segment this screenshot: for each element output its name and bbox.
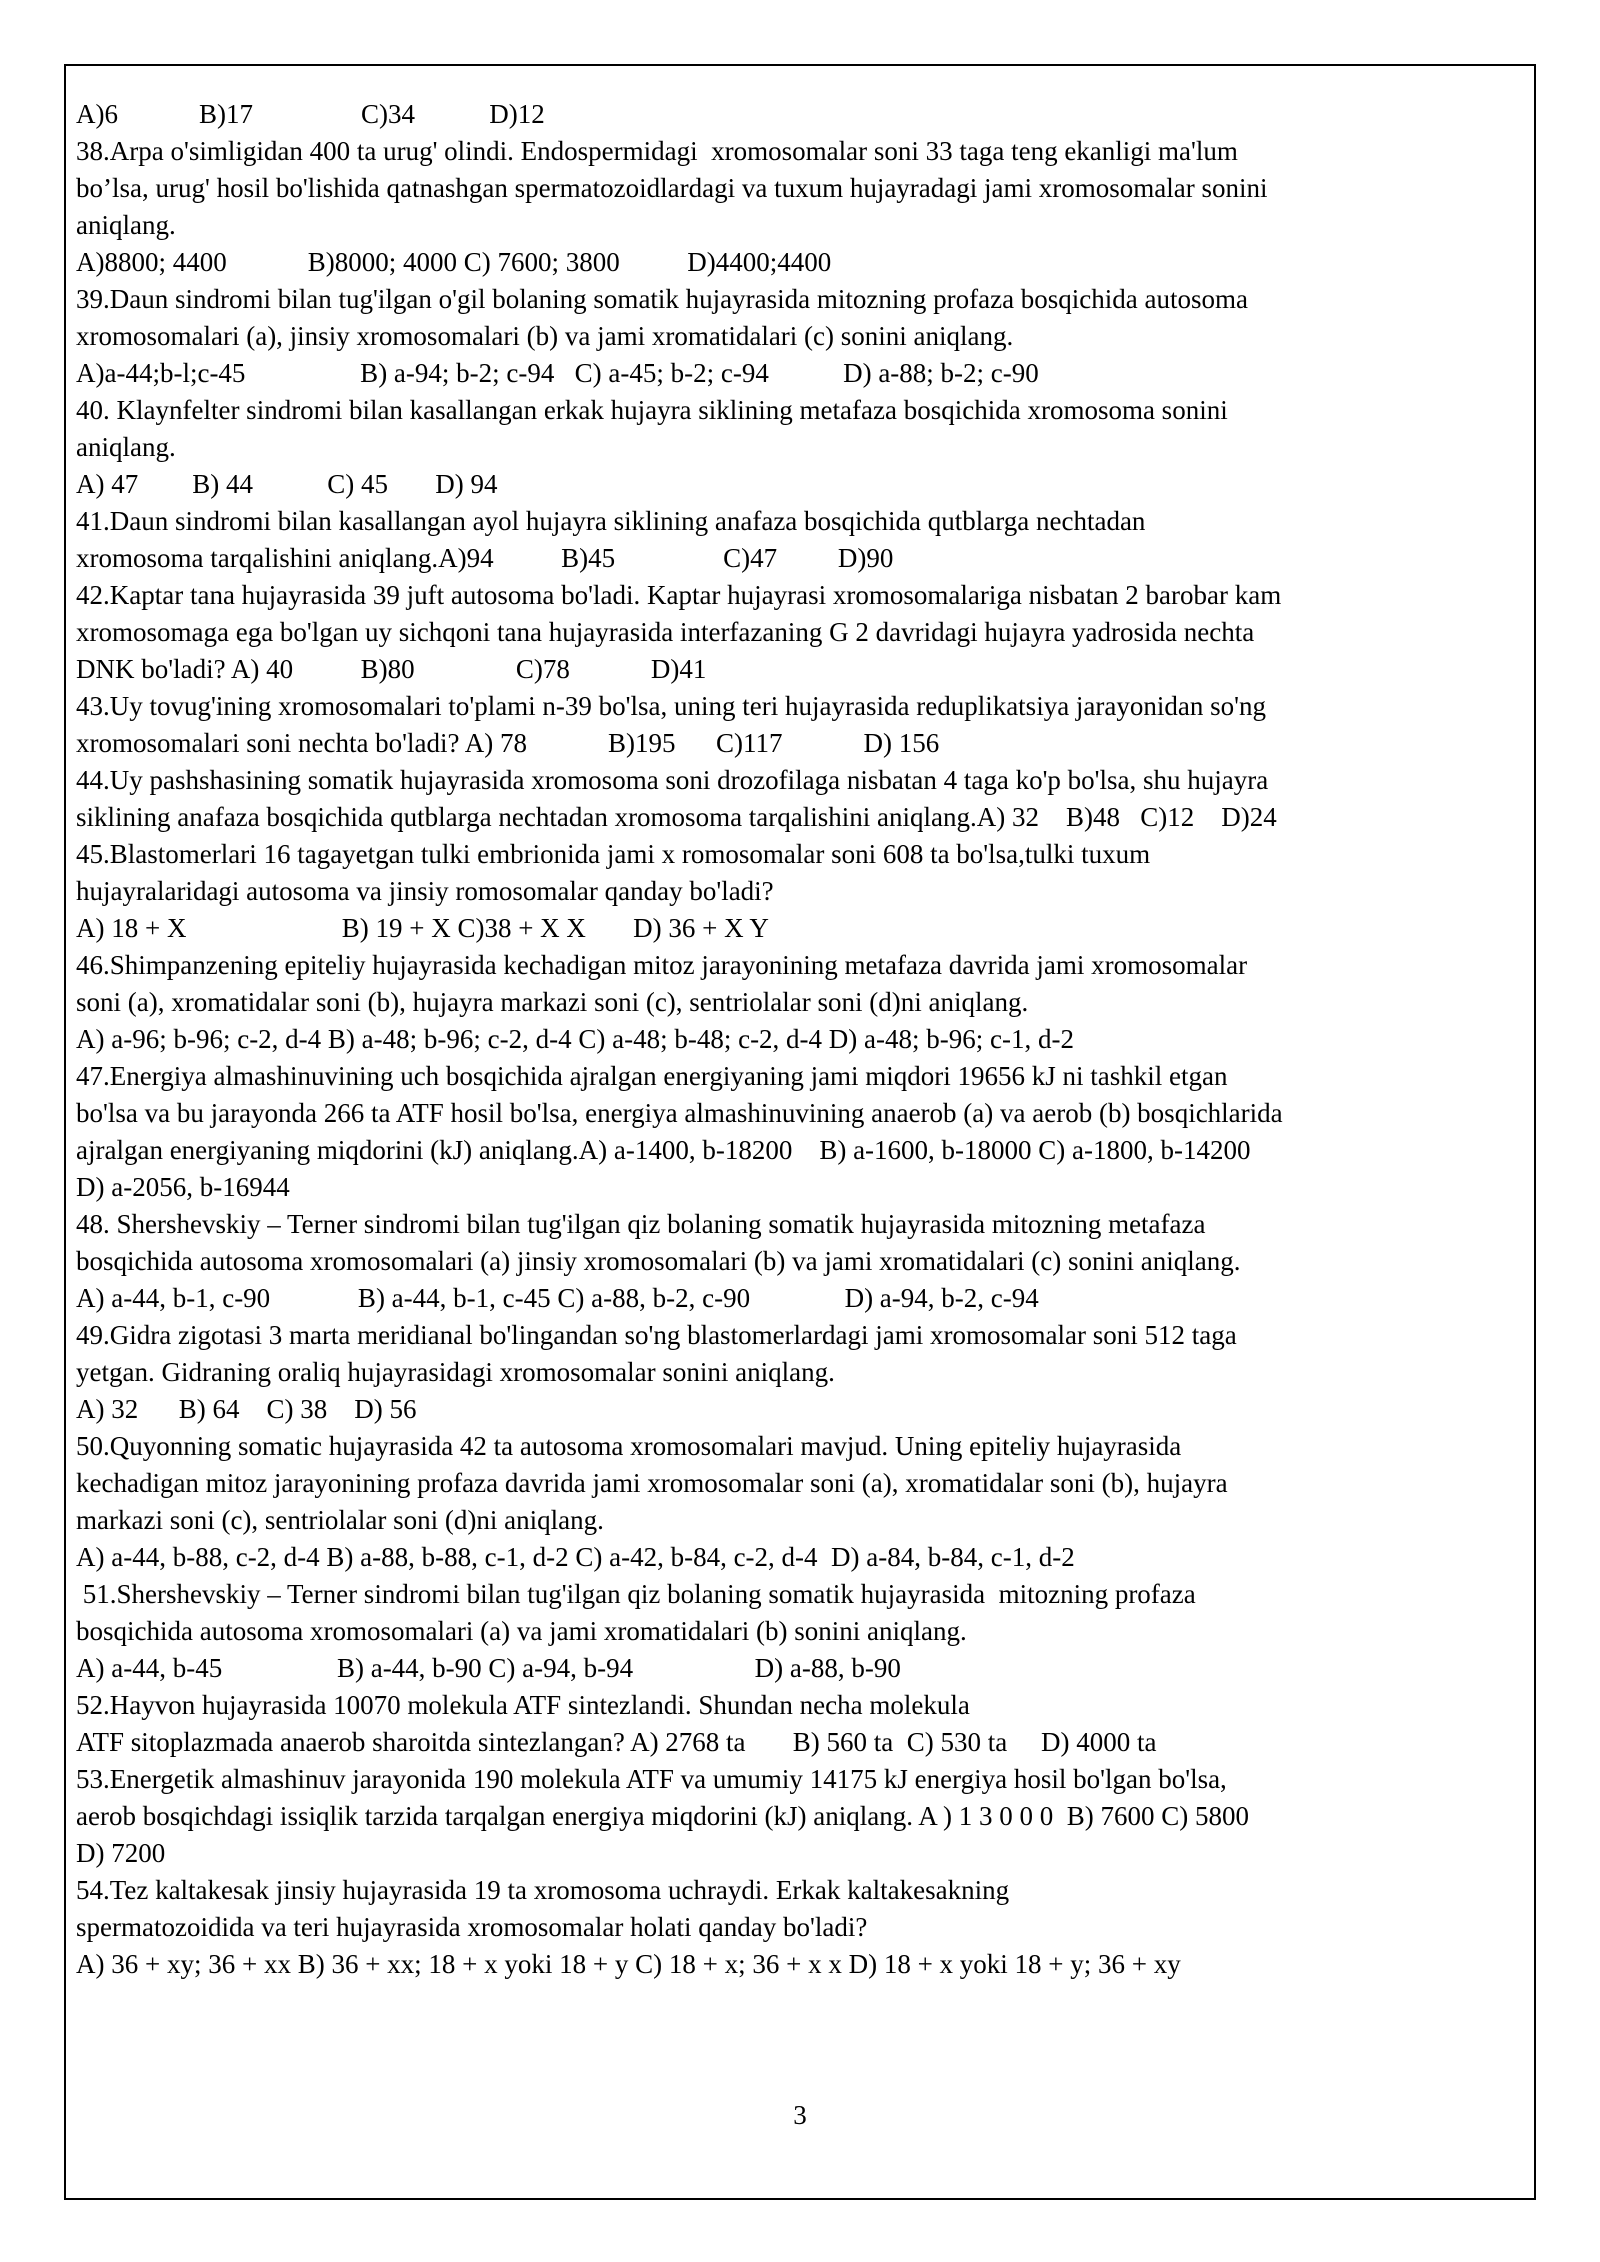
answer-options: A)a-44;b-l;c-45 B) a-94; b-2; c-94 C) a-45; b-2; c-94 D) a-88; b-2; c-90 — [76, 358, 1039, 388]
question-53: 53.Energetik almashinuv jarayonida 190 molekula ATF va umumiy 14175 kJ energiya hosil bo'lgan bo'lsa, — [76, 1764, 1227, 1794]
question-44: 44.Uy pashshasining somatik hujayrasida xromosoma soni drozofilaga nisbatan 4 taga ko'p bo'lsa, shu hujayra — [76, 765, 1269, 795]
question-41: 41.Daun sindromi bilan kasallangan ayol hujayra siklining anafaza bosqichida qutblarga nechtadan — [76, 506, 1146, 536]
answer-options: A) 36 + xy; 36 + xx B) 36 + xx; 18 + x yoki 18 + y C) 18 + x; 36 + x x D) 18 + x yoki 18 + y; 36 + xy — [76, 1949, 1181, 1979]
text-line: soni (a), xromatidalar soni (b), hujayra markazi soni (c), sentriolalar soni (d)ni aniqlang. — [76, 987, 1029, 1017]
text-line: markazi soni (c), sentriolalar soni (d)ni aniqlang. — [76, 1505, 604, 1535]
text-line: kechadigan mitoz jarayonining profaza davrida jami xromosomalar soni (a), xromatidalar soni (b), hujayra — [76, 1468, 1228, 1498]
text-line: xromosomalari soni nechta bo'ladi? A) 78 B)195 C)117 D) 156 — [76, 728, 940, 758]
question-43: 43.Uy tovug'ining xromosomalari to'plami n-39 bo'lsa, uning teri hujayrasida reduplikatsiya jarayonidan so'ng — [76, 691, 1266, 721]
answer-options: A) a-44, b-45 B) a-44, b-90 C) a-94, b-94 D) a-88, b-90 — [76, 1653, 901, 1683]
text-line: ajralgan energiyaning miqdorini (kJ) aniqlang.A) a-1400, b-18200 B) a-1600, b-18000 C) a-1800, b-14200 — [76, 1135, 1251, 1165]
text-line: DNK bo'ladi? A) 40 B)80 C)78 D)41 — [76, 654, 707, 684]
answer-options: A) a-44, b-1, c-90 B) a-44, b-1, c-45 C) a-88, b-2, c-90 D) a-94, b-2, c-94 — [76, 1283, 1039, 1313]
question-47: 47.Energiya almashinuvining uch bosqichida ajralgan energiyaning jami miqdori 19656 kJ ni tashkil etgan — [76, 1061, 1228, 1091]
text-line: yetgan. Gidraning oraliq hujayrasidagi xromosomalar sonini aniqlang. — [76, 1357, 835, 1387]
question-46: 46.Shimpanzening epiteliy hujayrasida kechadigan mitoz jarayonining metafaza davrida jami xromosomalar — [76, 950, 1248, 980]
text-line: bosqichida autosoma xromosomalari (a) va jami xromatidalari (b) sonini aniqlang. — [76, 1616, 967, 1646]
question-38: 38.Arpa o'simligidan 400 ta urug' olindi. Endospermidagi xromosomalar soni 33 taga teng ekanligi ma'lum — [76, 136, 1238, 166]
answer-options: A) 18 + X B) 19 + X C)38 + X X D) 36 + X Y — [76, 913, 769, 943]
text-line: aerob bosqichdagi issiqlik tarzida tarqalgan energiya miqdorini (kJ) aniqlang. A ) 1 3 0 0 0 B) 7600 C) 5800 — [76, 1801, 1250, 1831]
document-body — [76, 96, 1536, 1983]
text-line: aniqlang. — [76, 432, 176, 462]
answer-options: A) 47 B) 44 C) 45 D) 94 — [76, 469, 498, 499]
question-50: 50.Quyonning somatic hujayrasida 42 ta autosoma xromosomalari mavjud. Uning epiteliy hujayrasida — [76, 1431, 1182, 1461]
answer-options: A) a-96; b-96; c-2, d-4 B) a-48; b-96; c-2, d-4 C) a-48; b-48; c-2, d-4 D) a-48; b-96; c-1, d-2 — [76, 1024, 1074, 1054]
text-line: xromosomalari (a), jinsiy xromosomalari (b) va jami xromatidalari (c) sonini aniqlang. — [76, 321, 1014, 351]
text-line: D) 7200 — [76, 1838, 166, 1868]
answer-options: A) 32 B) 64 C) 38 D) 56 — [76, 1394, 417, 1424]
question-40: 40. Klaynfelter sindromi bilan kasallangan erkak hujayra siklining metafaza bosqichida xromosoma sonini — [76, 395, 1228, 425]
question-39: 39.Daun sindromi bilan tug'ilgan o'gil bolaning somatik hujayrasida mitozning profaza bosqichida autosoma — [76, 284, 1249, 314]
question-49: 49.Gidra zigotasi 3 marta meridianal bo'lingandan so'ng blastomerlardagi jami xromosomalar soni 512 taga — [76, 1320, 1237, 1350]
question-54: 54.Tez kaltakesak jinsiy hujayrasida 19 ta xromosoma uchraydi. Erkak kaltakesakning — [76, 1875, 1010, 1905]
question-51: 51.Shershevskiy – Terner sindromi bilan tug'ilgan qiz bolaning somatik hujayrasida mitozning profaza — [76, 1579, 1196, 1609]
text-line: D) a-2056, b-16944 — [76, 1172, 290, 1202]
page-number: 3 — [793, 2100, 807, 2130]
text-line: bo'lsa va bu jarayonda 266 ta ATF hosil bo'lsa, energiya almashinuvining anaerob (a) va aerob (b) bosqichlarida — [76, 1098, 1283, 1128]
text-line: aniqlang. — [76, 210, 176, 240]
text-line: xromosomaga ega bo'lgan uy sichqoni tana hujayrasida interfazaning G 2 davridagi hujayra yadrosida nechta — [76, 617, 1255, 647]
answer-options: A) a-44, b-88, c-2, d-4 B) a-88, b-88, c-1, d-2 C) a-42, b-84, c-2, d-4 D) a-84, b-84, c-1, d-2 — [76, 1542, 1075, 1572]
answer-options: A)8800; 4400 B)8000; 4000 C) 7600; 3800 D)4400;4400 — [76, 247, 832, 277]
text-line: spermatozoidida va teri hujayrasida xromosomalar holati qanday bo'ladi? — [76, 1912, 868, 1942]
question-52: 52.Hayvon hujayrasida 10070 molekula ATF sintezlandi. Shundan necha molekula — [76, 1690, 970, 1720]
question-48: 48. Shershevskiy – Terner sindromi bilan tug'ilgan qiz bolaning somatik hujayrasida mitozning metafaza — [76, 1209, 1206, 1239]
text-line: ATF sitoplazmada anaerob sharoitda sintezlangan? A) 2768 ta B) 560 ta C) 530 ta D) 4000 ta — [76, 1727, 1157, 1757]
text-line: siklining anafaza bosqichida qutblarga nechtadan xromosoma tarqalishini aniqlang.A) 32 B)48 C)12 D)24 — [76, 802, 1277, 832]
question-42: 42.Kaptar tana hujayrasida 39 juft autosoma bo'ladi. Kaptar hujayrasi xromosomalariga nisbatan 2 barobar kam — [76, 580, 1282, 610]
question-45: 45.Blastomerlari 16 tagayetgan tulki embrionida jami x romosomalar soni 608 ta bo'lsa,tulki tuxum — [76, 839, 1151, 869]
text-line: bosqichida autosoma xromosomalari (a) jinsiy xromosomalari (b) va jami xromatidalari (c) sonini aniqlang. — [76, 1246, 1241, 1276]
text-line: hujayralaridagi autosoma va jinsiy romosomalar qanday bo'ladi? — [76, 876, 774, 906]
text-line: bo’lsa, urug' hosil bo'lishida qatnashgan spermatozoidlardagi va tuxum hujayradagi jami xromosomalar sonini — [76, 173, 1268, 203]
text-line: xromosoma tarqalishini aniqlang.A)94 B)45 C)47 D)90 — [76, 543, 894, 573]
text-line: A)6 B)17 C)34 D)12 — [76, 99, 545, 129]
